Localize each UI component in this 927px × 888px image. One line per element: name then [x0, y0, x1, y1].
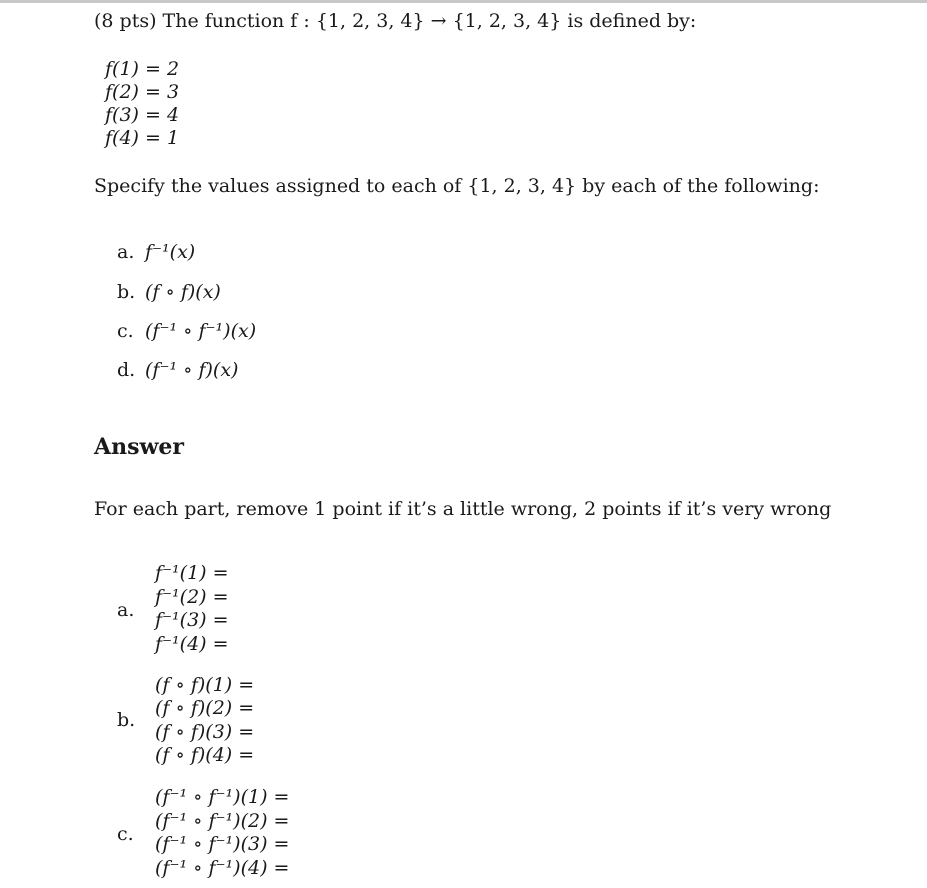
answer-line: (f⁻¹ ∘ f⁻¹)(2) = [155, 810, 290, 832]
problem-instruction: Specify the values assigned to each of {1, 2, 3, 4} by each of the following: [94, 175, 820, 197]
part-expression: (f ∘ f)(x) [145, 281, 221, 303]
answer-line: (f⁻¹ ∘ f⁻¹)(3) = [155, 833, 290, 855]
answer-part-label: c. [117, 823, 134, 845]
answer-line: (f ∘ f)(3) = [155, 721, 255, 743]
part-expression: (f⁻¹ ∘ f)(x) [145, 359, 239, 381]
answer-line: f⁻¹(3) = [155, 609, 229, 631]
answer-line: f⁻¹(1) = [155, 562, 229, 584]
part-expression: (f⁻¹ ∘ f⁻¹)(x) [145, 320, 257, 342]
answer-line: (f ∘ f)(1) = [155, 674, 255, 696]
answer-line: (f⁻¹ ∘ f⁻¹)(1) = [155, 786, 290, 808]
definition-line: f(3) = 4 [105, 104, 180, 126]
answer-line: f⁻¹(2) = [155, 586, 229, 608]
answer-line: (f ∘ f)(2) = [155, 697, 255, 719]
answer-heading: Answer [94, 434, 184, 460]
definition-line: f(1) = 2 [105, 58, 180, 80]
part-label: d. [117, 359, 136, 381]
answer-part-label: b. [117, 709, 136, 731]
answer-line: (f ∘ f)(4) = [155, 744, 255, 766]
answer-line: f⁻¹(4) = [155, 633, 229, 655]
definition-line: f(4) = 1 [105, 127, 180, 149]
definition-line: f(2) = 3 [105, 81, 180, 103]
problem-intro: (8 pts) The function f : {1, 2, 3, 4} → {1, 2, 3, 4} is defined by: [94, 10, 697, 32]
top-rule [0, 0, 927, 3]
part-label: a. [117, 241, 135, 263]
answer-part-label: a. [117, 599, 135, 621]
part-label: b. [117, 281, 136, 303]
part-label: c. [117, 320, 134, 342]
grading-note: For each part, remove 1 point if it’s a little wrong, 2 points if it’s very wrong [94, 498, 832, 520]
answer-line: (f⁻¹ ∘ f⁻¹)(4) = [155, 857, 290, 879]
part-expression: f⁻¹(x) [145, 241, 196, 263]
